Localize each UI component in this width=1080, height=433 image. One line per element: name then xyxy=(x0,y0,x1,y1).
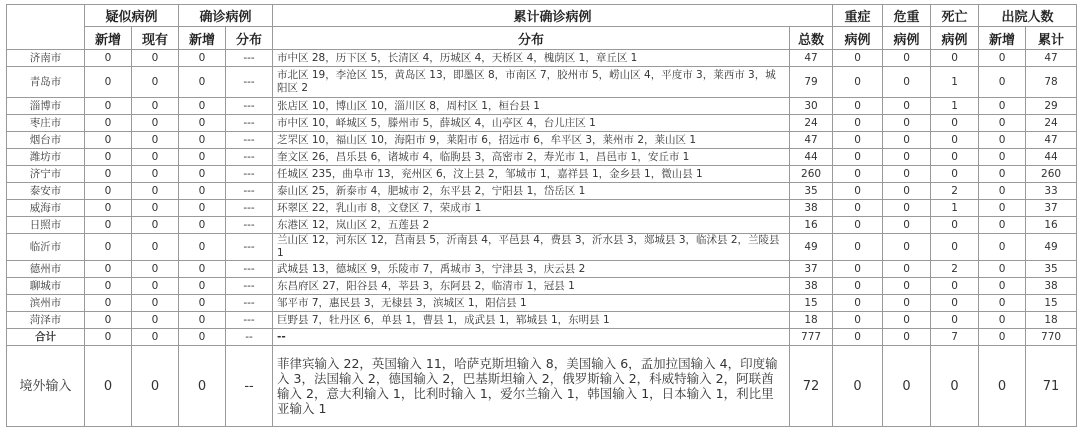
confirmed-new-cell: 0 xyxy=(179,149,226,166)
distribution-cell: 武城县 13，德城区 9，乐陵市 7，禹城市 3，宁津县 3，庆云县 2 xyxy=(273,261,790,278)
city-cell: 聊城市 xyxy=(7,278,85,295)
table-row xyxy=(7,183,1077,200)
death-cell: 7 xyxy=(931,329,979,346)
total-cell: 24 xyxy=(790,115,833,132)
city-cell: 日照市 xyxy=(7,217,85,234)
severe-cell: 0 xyxy=(833,295,883,312)
subheader-conf-new: 新增 xyxy=(179,27,226,50)
distribution-cell: 巨野县 7，牡丹区 6，单县 1，曹县 1，成武县 1，郓城县 1，东明县 1 xyxy=(273,312,790,329)
discharged-total-cell: 18 xyxy=(1026,312,1077,329)
critical-cell: 0 xyxy=(883,278,931,295)
discharged-total-cell: 16 xyxy=(1026,217,1077,234)
distribution-cell: 奎文区 26，昌乐县 6，诸城市 4，临朐县 3，高密市 2，寿光市 1，昌邑市 1，安丘市 1 xyxy=(273,149,790,166)
suspected-current-cell: 0 xyxy=(132,67,179,98)
table-row xyxy=(7,149,1077,166)
death-cell: 0 xyxy=(931,149,979,166)
confirmed-dist-cell: --- xyxy=(226,50,273,67)
distribution-cell: 环翠区 22，乳山市 8，文登区 7，荣成市 1 xyxy=(273,200,790,217)
confirmed-new-cell: 0 xyxy=(179,234,226,261)
suspected-current-cell: 0 xyxy=(132,115,179,132)
confirmed-dist-cell: --- xyxy=(226,234,273,261)
discharged-total-cell: 770 xyxy=(1026,329,1077,346)
discharged-new-cell: 0 xyxy=(979,329,1026,346)
confirmed-dist-cell: --- xyxy=(226,295,273,312)
suspected-new-cell: 0 xyxy=(85,217,132,234)
suspected-new-cell: 0 xyxy=(85,183,132,200)
distribution-cell: 张店区 10，博山区 10，淄川区 8，周村区 1，桓台县 1 xyxy=(273,98,790,115)
confirmed-new-cell: 0 xyxy=(179,98,226,115)
suspected-new-cell: 0 xyxy=(85,295,132,312)
confirmed-dist-cell: --- xyxy=(226,200,273,217)
death-cell: 0 xyxy=(931,278,979,295)
header-confirmed: 确诊病例 xyxy=(179,5,273,27)
confirmed-new-cell: 0 xyxy=(179,183,226,200)
critical-cell: 0 xyxy=(883,329,931,346)
discharged-new-cell: 0 xyxy=(979,295,1026,312)
severe-cell: 0 xyxy=(833,98,883,115)
distribution-cell: 任城区 235，曲阜市 13，兖州区 6，汶上县 2，邹城市 1，嘉祥县 1，金乡县 1，微山县 1 xyxy=(273,166,790,183)
critical-cell: 0 xyxy=(883,200,931,217)
death-cell: 0 xyxy=(931,50,979,67)
confirmed-new-cell: 0 xyxy=(179,67,226,98)
critical-cell: 0 xyxy=(883,183,931,200)
city-cell: 潍坊市 xyxy=(7,149,85,166)
distribution-cell: 泰山区 25，新泰市 4，肥城市 2，东平县 2，宁阳县 1，岱岳区 1 xyxy=(273,183,790,200)
discharged-new-cell: 0 xyxy=(979,234,1026,261)
subheader-severe-cases: 病例 xyxy=(833,27,883,50)
foreign-import-row xyxy=(7,346,1077,427)
severe-cell: 0 xyxy=(833,132,883,149)
confirmed-new-cell: 0 xyxy=(179,278,226,295)
city-cell: 淄博市 xyxy=(7,98,85,115)
discharged-new-cell: 0 xyxy=(979,149,1026,166)
critical-cell: 0 xyxy=(883,295,931,312)
suspected-current-cell: 0 xyxy=(132,295,179,312)
city-cell: 菏泽市 xyxy=(7,312,85,329)
discharged-new-cell: 0 xyxy=(979,183,1026,200)
total-cell: 44 xyxy=(790,149,833,166)
confirmed-new-cell: 0 xyxy=(179,312,226,329)
distribution-cell: 邹平市 7，惠民县 3，无棣县 3，滨城区 1，阳信县 1 xyxy=(273,295,790,312)
critical-cell: 0 xyxy=(883,261,931,278)
suspected-current-cell: 0 xyxy=(132,183,179,200)
city-cell: 枣庄市 xyxy=(7,115,85,132)
distribution-cell: 芝罘区 10，福山区 10，海阳市 9，莱阳市 6，招远市 6，牟平区 3，莱州市 2，莱山区 1 xyxy=(273,132,790,149)
critical-cell: 0 xyxy=(883,115,931,132)
city-cell: 境外输入 xyxy=(7,346,85,427)
table-row xyxy=(7,261,1077,278)
subheader-distribution: 分布 xyxy=(273,27,790,50)
total-cell: 38 xyxy=(790,278,833,295)
severe-cell: 0 xyxy=(833,278,883,295)
header-death: 死亡 xyxy=(931,5,979,27)
discharged-total-cell: 37 xyxy=(1026,200,1077,217)
subheader-death-cases: 病例 xyxy=(931,27,979,50)
discharged-total-cell: 29 xyxy=(1026,98,1077,115)
suspected-current-cell: 0 xyxy=(132,149,179,166)
critical-cell: 0 xyxy=(883,346,931,427)
discharged-total-cell: 24 xyxy=(1026,115,1077,132)
confirmed-dist-cell: --- xyxy=(226,149,273,166)
severe-cell: 0 xyxy=(833,67,883,98)
severe-cell: 0 xyxy=(833,217,883,234)
critical-cell: 0 xyxy=(883,166,931,183)
suspected-current-cell: 0 xyxy=(132,346,179,427)
discharged-total-cell: 38 xyxy=(1026,278,1077,295)
discharged-new-cell: 0 xyxy=(979,166,1026,183)
table-row xyxy=(7,200,1077,217)
death-cell: 0 xyxy=(931,217,979,234)
total-cell: 15 xyxy=(790,295,833,312)
severe-cell: 0 xyxy=(833,329,883,346)
critical-cell: 0 xyxy=(883,149,931,166)
death-cell: 1 xyxy=(931,200,979,217)
table-body xyxy=(7,50,1077,427)
discharged-total-cell: 35 xyxy=(1026,261,1077,278)
distribution-cell: 市中区 10，峄城区 5，滕州市 5，薛城区 4，山亭区 4，台儿庄区 1 xyxy=(273,115,790,132)
total-cell: 260 xyxy=(790,166,833,183)
suspected-current-cell: 0 xyxy=(132,98,179,115)
death-cell: 0 xyxy=(931,115,979,132)
table-row xyxy=(7,278,1077,295)
total-cell: 16 xyxy=(790,217,833,234)
discharged-new-cell: 0 xyxy=(979,115,1026,132)
suspected-new-cell: 0 xyxy=(85,329,132,346)
confirmed-dist-cell: --- xyxy=(226,115,273,132)
severe-cell: 0 xyxy=(833,234,883,261)
subheader-conf-dist: 分布 xyxy=(226,27,273,50)
suspected-new-cell: 0 xyxy=(85,132,132,149)
discharged-total-cell: 71 xyxy=(1026,346,1077,427)
table-row xyxy=(7,295,1077,312)
critical-cell: 0 xyxy=(883,67,931,98)
distribution-cell: 市中区 28，历下区 5，长清区 4，历城区 4，天桥区 4，槐荫区 1，章丘区 1 xyxy=(273,50,790,67)
confirmed-dist-cell: --- xyxy=(226,261,273,278)
confirmed-dist-cell: --- xyxy=(226,217,273,234)
discharged-total-cell: 33 xyxy=(1026,183,1077,200)
suspected-current-cell: 0 xyxy=(132,329,179,346)
total-cell: 72 xyxy=(790,346,833,427)
suspected-current-cell: 0 xyxy=(132,234,179,261)
subheader-dis-new: 新增 xyxy=(979,27,1026,50)
distribution-cell: -- xyxy=(273,329,790,346)
death-cell: 0 xyxy=(931,132,979,149)
suspected-current-cell: 0 xyxy=(132,166,179,183)
confirmed-dist-cell: --- xyxy=(226,132,273,149)
confirmed-dist-cell: --- xyxy=(226,98,273,115)
table-row xyxy=(7,115,1077,132)
confirmed-dist-cell: -- xyxy=(226,329,273,346)
suspected-new-cell: 0 xyxy=(85,346,132,427)
severe-cell: 0 xyxy=(833,312,883,329)
confirmed-dist-cell: --- xyxy=(226,183,273,200)
discharged-total-cell: 260 xyxy=(1026,166,1077,183)
death-cell: 1 xyxy=(931,98,979,115)
total-cell: 777 xyxy=(790,329,833,346)
critical-cell: 0 xyxy=(883,312,931,329)
table-row xyxy=(7,98,1077,115)
table-row xyxy=(7,217,1077,234)
confirmed-dist-cell: -- xyxy=(226,346,273,427)
suspected-current-cell: 0 xyxy=(132,50,179,67)
death-cell: 2 xyxy=(931,261,979,278)
confirmed-new-cell: 0 xyxy=(179,115,226,132)
suspected-current-cell: 0 xyxy=(132,278,179,295)
city-cell: 临沂市 xyxy=(7,234,85,261)
table-row xyxy=(7,132,1077,149)
total-cell: 49 xyxy=(790,234,833,261)
table-row xyxy=(7,50,1077,67)
header-discharged: 出院人数 xyxy=(979,5,1077,27)
header-severe: 重症 xyxy=(833,5,883,27)
suspected-current-cell: 0 xyxy=(132,312,179,329)
death-cell: 0 xyxy=(931,166,979,183)
discharged-new-cell: 0 xyxy=(979,278,1026,295)
city-cell: 滨州市 xyxy=(7,295,85,312)
death-cell: 0 xyxy=(931,312,979,329)
total-cell: 47 xyxy=(790,132,833,149)
confirmed-new-cell: 0 xyxy=(179,261,226,278)
corner-cell xyxy=(7,5,85,50)
confirmed-dist-cell: --- xyxy=(226,278,273,295)
total-cell: 47 xyxy=(790,50,833,67)
discharged-total-cell: 15 xyxy=(1026,295,1077,312)
subheader-sus-new: 新增 xyxy=(85,27,132,50)
severe-cell: 0 xyxy=(833,149,883,166)
discharged-new-cell: 0 xyxy=(979,132,1026,149)
distribution-cell: 菲律宾输入 22，英国输入 11，哈萨克斯坦输入 8，美国输入 6，孟加拉国输入 4，印度输入 3，法国输入 2，德国输入 2，巴基斯坦输入 2，俄罗斯输入 2，科威特输入 2，阿联酋输入 2，意大利输入 1，比利时输入 1，爱尔兰输入 1，韩国输入 1，日本输入 1，利比里亚输入 1 xyxy=(273,346,790,427)
suspected-new-cell: 0 xyxy=(85,278,132,295)
confirmed-new-cell: 0 xyxy=(179,295,226,312)
distribution-cell: 东港区 12，岚山区 2，五莲县 2 xyxy=(273,217,790,234)
covid-case-table xyxy=(6,4,1077,427)
subheader-critical-cases: 病例 xyxy=(883,27,931,50)
confirmed-new-cell: 0 xyxy=(179,329,226,346)
header-critical: 危重 xyxy=(883,5,931,27)
confirmed-dist-cell: --- xyxy=(226,312,273,329)
discharged-total-cell: 78 xyxy=(1026,67,1077,98)
distribution-cell: 东昌府区 27，阳谷县 4，莘县 3，东阿县 2，临清市 1，冠县 1 xyxy=(273,278,790,295)
total-cell: 37 xyxy=(790,261,833,278)
city-cell: 济南市 xyxy=(7,50,85,67)
suspected-new-cell: 0 xyxy=(85,166,132,183)
city-cell: 青岛市 xyxy=(7,67,85,98)
severe-cell: 0 xyxy=(833,346,883,427)
death-cell: 2 xyxy=(931,183,979,200)
confirmed-new-cell: 0 xyxy=(179,166,226,183)
confirmed-new-cell: 0 xyxy=(179,200,226,217)
critical-cell: 0 xyxy=(883,50,931,67)
suspected-new-cell: 0 xyxy=(85,115,132,132)
confirmed-new-cell: 0 xyxy=(179,50,226,67)
total-cell: 30 xyxy=(790,98,833,115)
suspected-new-cell: 0 xyxy=(85,200,132,217)
total-cell: 38 xyxy=(790,200,833,217)
subheader-total: 总数 xyxy=(790,27,833,50)
table-row xyxy=(7,234,1077,261)
severe-cell: 0 xyxy=(833,261,883,278)
discharged-new-cell: 0 xyxy=(979,200,1026,217)
discharged-total-cell: 47 xyxy=(1026,50,1077,67)
discharged-new-cell: 0 xyxy=(979,312,1026,329)
confirmed-new-cell: 0 xyxy=(179,132,226,149)
table-row xyxy=(7,312,1077,329)
subheader-dis-total: 累计 xyxy=(1026,27,1077,50)
city-cell: 合计 xyxy=(7,329,85,346)
death-cell: 0 xyxy=(931,346,979,427)
suspected-new-cell: 0 xyxy=(85,67,132,98)
severe-cell: 0 xyxy=(833,50,883,67)
severe-cell: 0 xyxy=(833,115,883,132)
suspected-current-cell: 0 xyxy=(132,132,179,149)
severe-cell: 0 xyxy=(833,183,883,200)
suspected-new-cell: 0 xyxy=(85,149,132,166)
discharged-total-cell: 47 xyxy=(1026,132,1077,149)
suspected-new-cell: 0 xyxy=(85,234,132,261)
critical-cell: 0 xyxy=(883,132,931,149)
city-cell: 威海市 xyxy=(7,200,85,217)
discharged-total-cell: 49 xyxy=(1026,234,1077,261)
total-cell: 35 xyxy=(790,183,833,200)
death-cell: 0 xyxy=(931,234,979,261)
city-cell: 济宁市 xyxy=(7,166,85,183)
critical-cell: 0 xyxy=(883,234,931,261)
table-row xyxy=(7,166,1077,183)
suspected-new-cell: 0 xyxy=(85,98,132,115)
suspected-new-cell: 0 xyxy=(85,312,132,329)
discharged-new-cell: 0 xyxy=(979,67,1026,98)
discharged-new-cell: 0 xyxy=(979,346,1026,427)
suspected-current-cell: 0 xyxy=(132,261,179,278)
discharged-new-cell: 0 xyxy=(979,50,1026,67)
total-row xyxy=(7,329,1077,346)
suspected-current-cell: 0 xyxy=(132,200,179,217)
discharged-new-cell: 0 xyxy=(979,261,1026,278)
total-cell: 79 xyxy=(790,67,833,98)
table-row xyxy=(7,67,1077,98)
header-suspected: 疑似病例 xyxy=(85,5,179,27)
discharged-new-cell: 0 xyxy=(979,217,1026,234)
discharged-total-cell: 44 xyxy=(1026,149,1077,166)
city-cell: 烟台市 xyxy=(7,132,85,149)
total-cell: 18 xyxy=(790,312,833,329)
discharged-new-cell: 0 xyxy=(979,98,1026,115)
suspected-current-cell: 0 xyxy=(132,217,179,234)
distribution-cell: 市北区 19，李沧区 15，黄岛区 13，即墨区 8，市南区 7，胶州市 5，崂山区 4，平度市 3，莱西市 3，城阳区 2 xyxy=(273,67,790,98)
distribution-cell: 兰山区 12，河东区 12，莒南县 5，沂南县 4，平邑县 4，费县 3，沂水县 3，郯城县 3，临沭县 2，兰陵县 1 xyxy=(273,234,790,261)
confirmed-dist-cell: --- xyxy=(226,67,273,98)
confirmed-dist-cell: --- xyxy=(226,166,273,183)
suspected-new-cell: 0 xyxy=(85,50,132,67)
city-cell: 泰安市 xyxy=(7,183,85,200)
death-cell: 1 xyxy=(931,67,979,98)
severe-cell: 0 xyxy=(833,200,883,217)
critical-cell: 0 xyxy=(883,98,931,115)
header-cumulative: 累计确诊病例 xyxy=(273,5,833,27)
city-cell: 德州市 xyxy=(7,261,85,278)
death-cell: 0 xyxy=(931,295,979,312)
confirmed-new-cell: 0 xyxy=(179,217,226,234)
critical-cell: 0 xyxy=(883,217,931,234)
suspected-new-cell: 0 xyxy=(85,261,132,278)
subheader-sus-current: 现有 xyxy=(132,27,179,50)
severe-cell: 0 xyxy=(833,166,883,183)
confirmed-new-cell: 0 xyxy=(179,346,226,427)
